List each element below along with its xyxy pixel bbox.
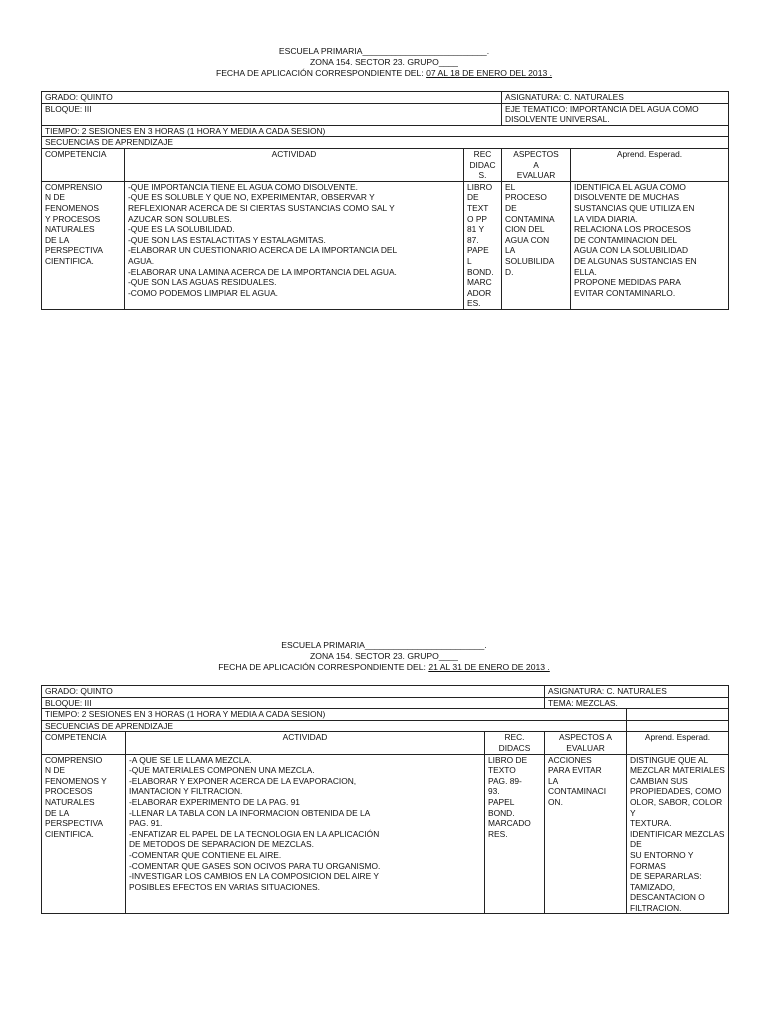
secuencias-row — [42, 720, 729, 732]
text-line: DE LA — [45, 234, 70, 245]
text-line: TEXT — [467, 202, 489, 213]
plan2-header — [0, 640, 768, 673]
col-aspectos — [502, 148, 571, 181]
grado-row — [42, 686, 729, 698]
text-line: -COMENTAR QUE GASES SON OCIVOS PARA TU ORGANISMO. — [129, 860, 381, 871]
text-line: ELLA. — [574, 266, 597, 277]
text-line: SOLUBILIDA — [505, 255, 555, 266]
text-line: -COMENTAR QUE CONTIENE EL AIRE. — [129, 849, 282, 860]
competencia-cell — [42, 754, 126, 914]
text-line: SU ENTORNO Y FORMAS — [630, 849, 694, 871]
text-line: -QUE IMPORTANCIA TIENE EL AGUA COMO DISOLVENTE. — [128, 181, 358, 192]
text-line: O PP — [467, 213, 488, 224]
text-line: MARC — [467, 277, 492, 288]
col-recursos-line: DIDAC — [469, 159, 496, 170]
text-line: CION DEL — [505, 224, 545, 235]
text-line: PERSPECTIVA — [45, 818, 104, 829]
text-line: COMPRENSIO — [45, 181, 103, 192]
tiempo-row — [42, 709, 729, 721]
actividad-cell — [125, 181, 464, 309]
col-competencia: COMPETENCIA — [42, 732, 126, 754]
date-line — [0, 68, 768, 79]
text-line: DE METODOS DE SEPARACION DE MEZCLAS. — [129, 839, 314, 850]
text-line: -ELABORAR UNA LAMINA ACERCA DE LA IMPORTANCIA DEL AGUA. — [128, 266, 397, 277]
plan1-table — [41, 91, 729, 310]
text-line: BOND. — [488, 807, 515, 818]
school-line: ESCUELA PRIMARIA_________________________. — [281, 640, 487, 650]
text-line: PROCESOS — [45, 786, 93, 797]
column-header-row — [42, 732, 729, 754]
zone-line: ZONA 154. SECTOR 23. GRUPO____ — [310, 57, 458, 67]
text-line: DE SEPARARLAS: — [630, 871, 702, 882]
text-line: CONTAMINACI — [548, 786, 607, 797]
text-line: IDENTIFICA EL AGUA COMO — [574, 181, 686, 192]
recursos-cell — [464, 181, 502, 309]
col-aspectos-line: A — [533, 159, 539, 170]
text-line: DE LA — [45, 807, 70, 818]
text-line: BOND. — [467, 266, 494, 277]
col-aspectos-line: EVALUAR — [566, 742, 605, 753]
text-line: -ELABORAR UN CUESTIONARIO ACERCA DE LA IMPORTANCIA DEL — [128, 245, 398, 256]
text-line: PAPE — [467, 245, 489, 256]
text-line: ADOR — [467, 287, 492, 298]
bloque-cell: BLOQUE: III — [42, 103, 502, 125]
empty-cell — [627, 709, 729, 721]
text-line: MARCADO — [488, 818, 531, 829]
text-line: PROCESO — [505, 192, 547, 203]
col-actividad: ACTIVIDAD — [125, 148, 464, 181]
col-aspectos-line: EVALUAR — [516, 170, 556, 181]
aprend-cell — [571, 181, 729, 309]
col-recursos-line: S. — [478, 170, 487, 181]
grado-row — [42, 92, 729, 104]
recursos-cell — [485, 754, 545, 914]
tema-cell: TEMA: MEZCLAS. — [545, 697, 729, 709]
text-line: REFLEXIONAR ACERCA DE SI CIERTAS SUSTANCIAS COMO SAL Y — [128, 202, 395, 213]
col-recursos — [485, 732, 545, 754]
aspectos-cell — [545, 754, 627, 914]
text-line: -ELABORAR Y EXPONER ACERCA DE LA EVAPORACION, — [129, 775, 357, 786]
text-line: PAG. 89- — [488, 775, 522, 786]
text-line: OLOR, SABOR, COLOR Y — [630, 796, 723, 818]
text-line: PARA EVITAR — [548, 765, 602, 776]
text-line: IMANTACION Y FILTRACION. — [129, 786, 243, 797]
text-line: -QUE ES SOLUBLE Y QUE NO, EXPERIMENTAR, OBSERVAR Y — [128, 192, 375, 203]
text-line: -A QUE SE LE LLAMA MEZCLA. — [129, 754, 252, 765]
text-line: PAPEL — [488, 796, 515, 807]
eje-line: DISOLVENTE UNIVERSAL. — [505, 114, 610, 125]
text-line: LIBRO — [467, 181, 493, 192]
text-line: PAG. 91. — [129, 818, 163, 829]
text-line: -COMO PODEMOS LIMPIAR EL AGUA. — [128, 287, 279, 298]
text-line: -QUE MATERIALES COMPONEN UNA MEZCLA. — [129, 765, 315, 776]
text-line: TEXTURA. — [630, 818, 672, 829]
school-line: ESCUELA PRIMARIA__________________________. — [278, 46, 490, 56]
text-line: LA VIDA DIARIA. — [574, 213, 638, 224]
bloque-row — [42, 697, 729, 709]
text-line: L — [467, 255, 472, 266]
plan2-table — [41, 685, 729, 914]
content-row — [42, 181, 729, 309]
text-line: -ENFATIZAR EL PAPEL DE LA TECNOLOGIA EN LA APLICACIÓN — [129, 828, 380, 839]
col-actividad: ACTIVIDAD — [126, 732, 485, 754]
date-value: 21 AL 31 DE ENERO DE 2013 . — [428, 662, 550, 672]
empty-cell — [627, 720, 729, 732]
text-line: Y PROCESOS — [45, 213, 101, 224]
secuencias-cell: SECUENCIAS DE APRENDIZAJE — [42, 720, 627, 732]
text-line: 87. — [467, 234, 479, 245]
col-aspectos — [545, 732, 627, 754]
text-line: DE — [505, 202, 517, 213]
text-line: -INVESTIGAR LOS CAMBIOS EN LA COMPOSICION DEL AIRE Y — [129, 871, 379, 882]
text-line: EL — [505, 181, 516, 192]
text-line: RELACIONA LOS PROCESOS — [574, 224, 691, 235]
grado-cell: GRADO: QUINTO — [42, 686, 545, 698]
text-line: -QUE SON LAS AGUAS RESIDUALES. — [128, 277, 277, 288]
text-line: CAMBIAN SUS — [630, 775, 688, 786]
text-line: EVITAR CONTAMINARLO. — [574, 287, 676, 298]
eje-cell — [502, 103, 729, 125]
grado-cell: GRADO: QUINTO — [42, 92, 502, 104]
col-aprend: Aprend. Esperad. — [627, 732, 729, 754]
col-recursos-line: REC. — [504, 732, 525, 743]
text-line: D. — [505, 266, 514, 277]
text-line: TAMIZADO, — [630, 881, 675, 892]
text-line: COMPRENSIO — [45, 754, 103, 765]
content-row — [42, 754, 729, 914]
col-recursos — [464, 148, 502, 181]
text-line: DISTINGUE QUE AL — [630, 754, 709, 765]
col-aspectos-line: ASPECTOS — [513, 148, 559, 159]
text-line: POSIBLES EFECTOS EN VARIAS SITUACIONES. — [129, 881, 320, 892]
text-line: PERSPECTIVA — [45, 245, 104, 256]
secuencias-row — [42, 137, 729, 149]
text-line: LA — [548, 775, 559, 786]
text-line: AGUA CON LA SOLUBILIDAD — [574, 245, 689, 256]
text-line: DE — [467, 192, 479, 203]
secuencias-cell: SECUENCIAS DE APRENDIZAJE — [42, 137, 729, 149]
text-line: -QUE ES LA SOLUBILIDAD. — [128, 224, 235, 235]
date-line — [0, 662, 768, 673]
text-line: FENOMENOS — [45, 202, 99, 213]
asignatura-cell: ASIGNATURA: C. NATURALES — [502, 92, 729, 104]
plan1-header — [0, 46, 768, 79]
text-line: DE CONTAMINACION DEL — [574, 234, 678, 245]
text-line: DISOLVENTE DE MUCHAS — [574, 192, 680, 203]
text-line: DESCANTACION O — [630, 892, 705, 903]
text-line: -QUE SON LAS ESTALACTITAS Y ESTALAGMITAS. — [128, 234, 326, 245]
zone-line: ZONA 154. SECTOR 23. GRUPO____ — [310, 651, 458, 661]
text-line: ES. — [467, 298, 481, 309]
text-line: -ELABORAR EXPERIMENTO DE LA PAG. 91 — [129, 796, 300, 807]
asignatura-cell: ASIGNATURA: C. NATURALES — [545, 686, 729, 698]
text-line: AGUA. — [128, 255, 155, 266]
date-label: FECHA DE APLICACIÓN CORRESPONDIENTE DEL: — [218, 662, 429, 672]
text-line: N DE — [45, 192, 66, 203]
tiempo-cell: TIEMPO: 2 SESIONES EN 3 HORAS (1 HORA Y MEDIA A CADA SESION) — [42, 709, 627, 721]
text-line: ACCIONES — [548, 754, 592, 765]
date-value: 07 AL 18 DE ENERO DEL 2013 . — [426, 68, 553, 78]
text-line: AZUCAR SON SOLUBLES. — [128, 213, 232, 224]
text-line: ON. — [548, 796, 563, 807]
bloque-cell: BLOQUE: III — [42, 697, 545, 709]
col-aprend: Aprend. Esperad. — [571, 148, 729, 181]
eje-line: EJE TEMATICO: IMPORTANCIA DEL AGUA COMO — [505, 103, 699, 114]
date-label: FECHA DE APLICACIÓN CORRESPONDIENTE DEL: — [215, 68, 427, 78]
text-line: MEZCLAR MATERIALES — [630, 765, 725, 776]
tiempo-row — [42, 125, 729, 137]
text-line: N DE — [45, 765, 66, 776]
text-line: PROPONE MEDIDAS PARA — [574, 277, 681, 288]
text-line: 81 Y — [467, 224, 485, 235]
text-line: RES. — [488, 828, 508, 839]
text-line: PROPIEDADES, COMO — [630, 786, 722, 797]
text-line: CONTAMINA — [505, 213, 555, 224]
text-line: LA — [505, 245, 516, 256]
text-line: FENOMENOS Y — [45, 775, 107, 786]
column-header-row — [42, 148, 729, 181]
tiempo-cell: TIEMPO: 2 SESIONES EN 3 HORAS (1 HORA Y MEDIA A CADA SESION) — [42, 125, 729, 137]
text-line: CIENTIFICA. — [45, 828, 94, 839]
bloque-row — [42, 103, 729, 125]
text-line: AGUA CON — [505, 234, 550, 245]
actividad-cell — [126, 754, 485, 914]
text-line: 93. — [488, 786, 500, 797]
col-competencia: COMPETENCIA — [42, 148, 125, 181]
text-line: TEXTO — [488, 765, 516, 776]
text-line: FILTRACION. — [630, 902, 682, 913]
text-line: SUSTANCIAS QUE UTILIZA EN — [574, 202, 695, 213]
text-line: -LLENAR LA TABLA CON LA INFORMACION OBTENIDA DE LA — [129, 807, 371, 818]
col-recursos-line: DIDACS — [498, 742, 531, 753]
competencia-cell — [42, 181, 125, 309]
col-aspectos-line: ASPECTOS A — [559, 732, 612, 743]
text-line: DE ALGUNAS SUSTANCIAS EN — [574, 255, 697, 266]
text-line: NATURALES — [45, 796, 95, 807]
text-line: LIBRO DE — [488, 754, 528, 765]
aspectos-cell — [502, 181, 571, 309]
col-recursos-line: REC — [473, 148, 492, 159]
text-line: IDENTIFICAR MEZCLAS DE — [630, 828, 725, 850]
aprend-cell — [627, 754, 729, 914]
text-line: NATURALES — [45, 224, 95, 235]
text-line: CIENTIFICA. — [45, 255, 94, 266]
